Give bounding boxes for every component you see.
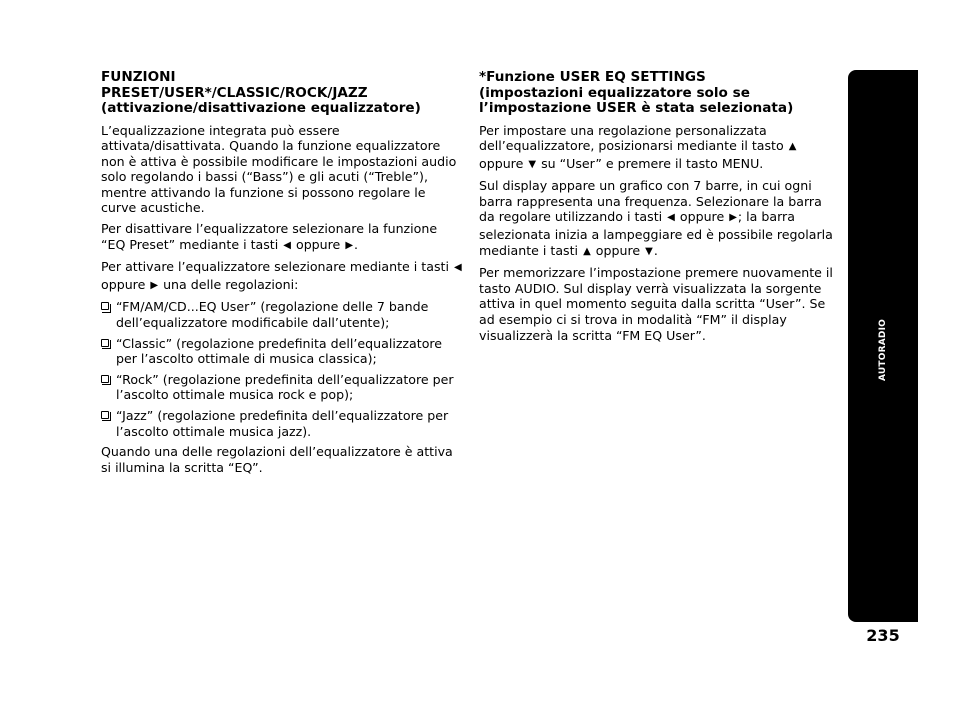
paragraph-intro: L’equalizzazione integrata può essere attivata/disattivata. Quando la funzione equalizzatore non è attiva è possibile modificare le impostazioni audio solo regolando i bassi (“Bass”) e gli acuti (“Treble”), mentre attivando la funzione si possono regolare le curve acustiche.: [101, 122, 457, 216]
list-item: [101, 299, 463, 330]
text: Per impostare una regolazione personalizzata dell’equalizzatore, posizionarsi mediante il tasto: [479, 122, 784, 154]
list-item-text: “FM/AM/CD...EQ User” (regolazione delle 7 bande dell’equalizzatore modificabile dall’utente);: [116, 299, 429, 331]
text: Per disattivare l’equalizzatore selezionare la funzione “EQ Preset” mediante i tasti: [101, 221, 438, 252]
arrow-left-icon: ◀: [283, 239, 291, 251]
checkbox-bullet-icon: [101, 375, 109, 383]
paragraph-memorize: Per memorizzare l’impostazione premere nuovamente il tasto AUDIO. Sul display verrà visualizzata la sorgente attiva in quel momento seguita dalla scritta “User”. Se ad esempio ci si trova in modalità “FM” il display visualizzerà la scritta “FM EQ User”.: [479, 265, 833, 343]
paragraph-disable: [101, 221, 463, 254]
arrow-right-icon: ▶: [150, 279, 159, 291]
heading-line: (impostazioni equalizzatore solo se: [479, 84, 750, 101]
page-number: 235: [866, 626, 900, 645]
list-item-text: “Jazz” (regolazione predefinita dell’equalizzatore per l’ascolto ottimale musica jazz).: [116, 408, 449, 439]
list-item: [101, 408, 463, 439]
arrow-up-icon: ▲: [583, 245, 591, 257]
checkbox-bullet-icon: [101, 302, 109, 310]
text: una delle regolazioni:: [163, 276, 299, 292]
list-item-text: “Classic” (regolazione predefinita dell’equalizzatore per l’ascolto ottimale di musica classica);: [116, 335, 443, 367]
paragraph-eq-indicator: Quando una delle regolazioni dell’equalizzatore è attiva si illumina la scritta “EQ”.: [101, 444, 453, 475]
section-heading-equalizer: [101, 70, 463, 117]
heading-line: PRESET/USER*/CLASSIC/ROCK/JAZZ: [101, 84, 368, 101]
text: su “User” e premere il tasto MENU.: [541, 155, 764, 171]
paragraph-bars: [479, 178, 839, 260]
heading-line: FUNZIONI: [101, 69, 176, 85]
arrow-up-icon: ▲: [788, 141, 797, 153]
right-column: [479, 70, 839, 348]
arrow-down-icon: ▼: [645, 245, 653, 257]
list-item-text: “Rock” (regolazione predefinita dell’equalizzatore per l’ascolto ottimale musica rock e pop);: [116, 371, 454, 403]
text: Sul display appare un grafico con 7 barre, in cui ogni barra rappresenta una frequenza. Selezionare la barra da regolare utilizzando i tasti: [479, 178, 822, 225]
arrow-right-icon: ▶: [345, 239, 354, 251]
section-heading-user-eq: [479, 70, 839, 117]
heading-line: *Funzione USER EQ SETTINGS: [479, 69, 706, 85]
list-item: [101, 372, 463, 403]
text: oppure: [479, 155, 524, 171]
arrow-right-icon: ▶: [729, 212, 737, 224]
text: oppure: [295, 236, 341, 252]
section-tab-text: AUTORADIO: [878, 319, 889, 381]
list-item: [101, 336, 463, 367]
paragraph-enable: [101, 259, 463, 294]
left-column: [101, 70, 463, 480]
section-tab-label: [856, 319, 910, 381]
text: oppure: [679, 209, 725, 225]
text: Per attivare l’equalizzatore selezionare mediante i tasti: [101, 259, 449, 275]
text: .: [354, 236, 359, 252]
arrow-down-icon: ▼: [528, 158, 537, 170]
paragraph-set-custom: [479, 123, 839, 174]
text: .: [653, 242, 658, 258]
arrow-left-icon: ◀: [453, 262, 462, 274]
checkbox-bullet-icon: [101, 411, 109, 419]
arrow-left-icon: ◀: [667, 212, 675, 224]
checkbox-bullet-icon: [101, 339, 109, 347]
text: oppure: [101, 276, 146, 292]
heading-line: (attivazione/disattivazione equalizzatore): [101, 100, 421, 116]
text: oppure: [595, 242, 641, 258]
heading-line: l’impostazione USER è stata selezionata): [479, 100, 794, 116]
text: ; la barra selezionata inizia a lampeggiare ed è possibile regolarla mediante i tasti: [479, 209, 833, 258]
